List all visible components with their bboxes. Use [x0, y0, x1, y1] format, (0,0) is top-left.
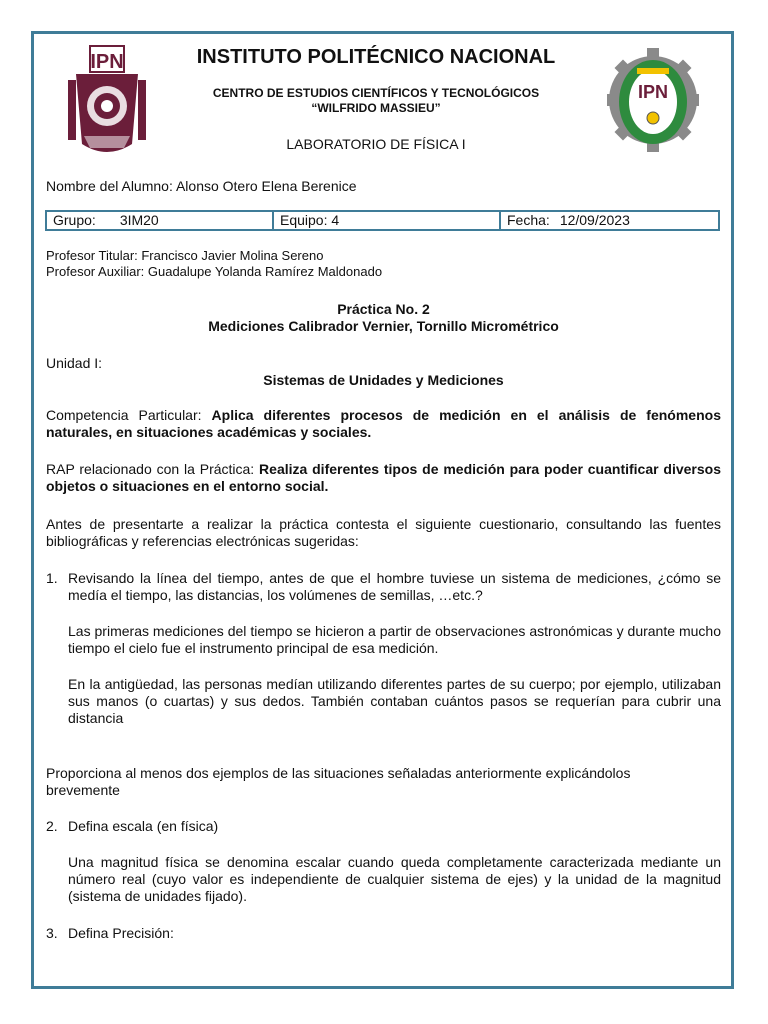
- practice-title: Mediciones Calibrador Vernier, Tornillo Micrométrico: [208, 318, 559, 334]
- group-value: 3IM20: [119, 212, 159, 228]
- team-cell: [274, 212, 501, 229]
- q1-number: 1.: [46, 570, 58, 586]
- answer-1-paragraph-1: Las primeras mediciones del tiempo se hicieron a partir de observaciones astronómicas y durante mucho tiempo el cielo fue el instrumento principal de esa medición.: [68, 623, 721, 656]
- center-name: CENTRO DE ESTUDIOS CIENTÍFICOS Y TECNOLÓGICOS: [212, 86, 540, 100]
- competencia-paragraph: [46, 407, 721, 441]
- q3-number: 3.: [46, 925, 58, 941]
- rap-paragraph: [46, 461, 721, 495]
- info-table: [45, 210, 720, 231]
- date-cell: [501, 212, 718, 229]
- rap-label: RAP relacionado con la Práctica:: [46, 461, 260, 477]
- group-label: Grupo:: [53, 212, 96, 228]
- q2-number: 2.: [46, 818, 58, 834]
- seal-ipn-letters: IPN: [637, 82, 669, 102]
- question-2: Defina escala (en física): [68, 818, 219, 834]
- ipn-emblem-logo: [62, 44, 152, 160]
- professor-auxiliar: Profesor Auxiliar: Guadalupe Yolanda Ramírez Maldonado: [46, 264, 383, 279]
- question-3: Defina Precisión:: [68, 925, 174, 941]
- group-cell: [47, 212, 274, 229]
- question-1: Revisando la línea del tiempo, antes de que el hombre tuviese un sistema de mediciones, ¿cómo se medía el tiempo, las distancias, los volúmenes de semillas, …etc.?: [68, 570, 721, 603]
- lab-name: LABORATORIO DE FÍSICA I: [286, 136, 466, 152]
- rap-text: Realiza diferentes tipos de medición para poder cuantificar diversos objetos o situaciones en el entorno social.: [46, 461, 721, 494]
- student-name: Nombre del Alumno: Alonso Otero Elena Berenice: [46, 178, 357, 194]
- competencia-text: Aplica diferentes procesos de medición en el análisis de fenómenos naturales, en situaciones académicas y sociales.: [46, 407, 721, 440]
- competencia-label: Competencia Particular:: [46, 407, 212, 423]
- intro-paragraph: Antes de presentarte a realizar la práctica contesta el siguiente cuestionario, consultando las fuentes bibliográficas y referencias electrónicas sugeridas:: [46, 516, 721, 549]
- ipn-logo-letters: IPN: [90, 51, 124, 73]
- unit-label: Unidad I:: [46, 355, 103, 371]
- date-label: Fecha:: [507, 212, 550, 228]
- examples-prompt: Proporciona al menos dos ejemplos de las situaciones señaladas anteriormente explicándolos brevemente: [46, 765, 631, 798]
- practice-number: Práctica No. 2: [337, 301, 430, 317]
- answer-2: Una magnitud física se denomina escalar cuando queda completamente caracterizada mediante un número real (cuyo valor es independiente de cualquier sistema de ejes) y la unidad de la magnitud (sistema de unidades fijado).: [68, 854, 721, 904]
- unit-title: Sistemas de Unidades y Mediciones: [263, 372, 504, 388]
- center-subname: “WILFRIDO MASSIEU”: [311, 101, 441, 115]
- page-border: [31, 31, 734, 989]
- answer-1-paragraph-2: En la antigüedad, las personas medían utilizando diferentes partes de su cuerpo; por ejemplo, utilizaban sus manos (o cuartas) y sus dedos. También contaban cuántos pasos se requerían para cubrir una distancia: [68, 676, 721, 726]
- team-text: Equipo: 4: [280, 212, 340, 228]
- date-value: 12/09/2023: [559, 212, 630, 228]
- institute-title: INSTITUTO POLITÉCNICO NACIONAL: [196, 46, 556, 68]
- professor-titular: Profesor Titular: Francisco Javier Molina Sereno: [46, 248, 324, 263]
- cecyt-seal-logo: [607, 44, 699, 162]
